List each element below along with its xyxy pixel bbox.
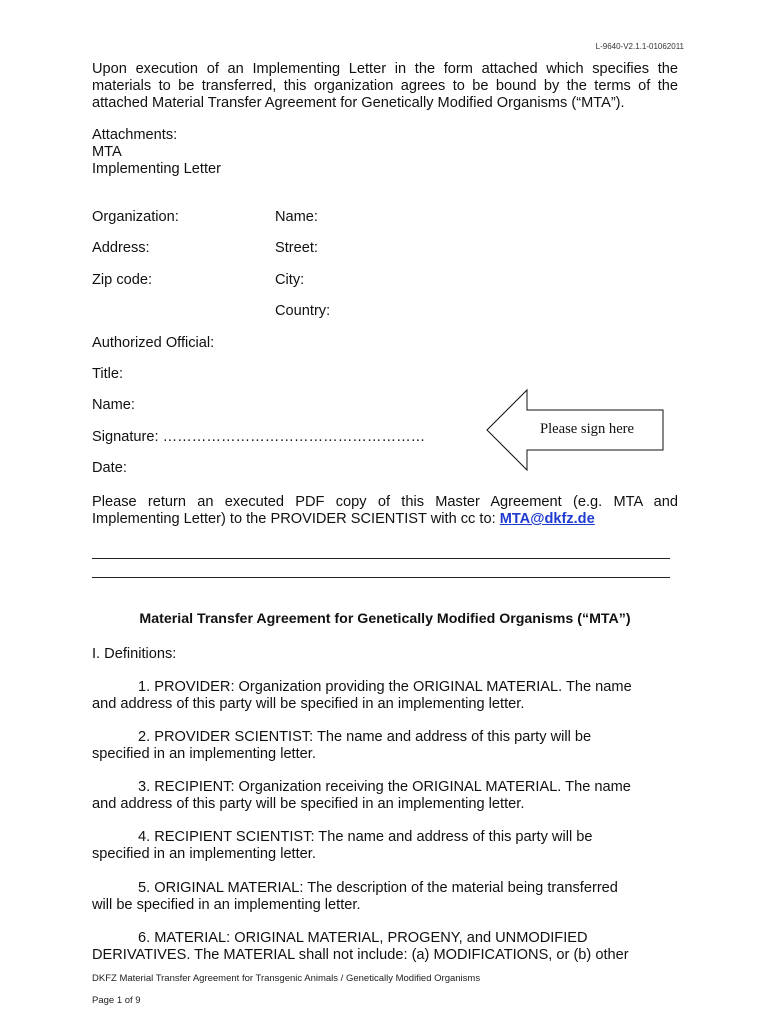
intro-paragraph: Upon execution of an Implementing Letter in the form attached which specifies the materials to be transferred, this organization agrees to be bound by the terms of the attached Material Transfer Agreement for Genetically Modified Organisms (“MTA”). xyxy=(92,61,678,111)
authorized-official-label: Authorized Official: xyxy=(92,335,215,351)
attachment-item-mta: MTA xyxy=(92,144,122,160)
attachments-heading: Attachments: xyxy=(92,127,178,143)
country-label: Country: xyxy=(275,303,331,319)
address-label: Address: xyxy=(92,240,150,256)
definition-item-lead: 5. ORIGINAL MATERIAL: The description of the material being transferred xyxy=(138,880,618,896)
return-instructions-text: Please return an executed PDF copy of this Master Agreement (e.g. MTA and Implementing Letter) to the PROVIDER SCIENTIST with cc to: xyxy=(92,494,678,527)
definition-item-lead: 2. PROVIDER SCIENTIST: The name and address of this party will be xyxy=(138,729,592,745)
definitions-heading: I. Definitions: xyxy=(92,646,177,662)
definition-item-rest: specified in an implementing letter. xyxy=(92,846,316,862)
definition-item xyxy=(92,880,678,914)
divider-line xyxy=(92,577,670,578)
definition-item xyxy=(92,779,678,813)
sign-here-label: Please sign here xyxy=(540,421,635,437)
definition-item-lead: 3. RECIPIENT: Organization receiving the ORIGINAL MATERIAL. The name xyxy=(138,779,631,795)
mta-title: Material Transfer Agreement for Genetically Modified Organisms (“MTA”) xyxy=(139,611,631,627)
definition-item-lead: 4. RECIPIENT SCIENTIST: The name and address of this party will be xyxy=(138,829,593,845)
definition-item-lead: 1. PROVIDER: Organization providing the ORIGINAL MATERIAL. The name xyxy=(138,679,632,695)
street-label: Street: xyxy=(275,240,318,256)
zip-code-label: Zip code: xyxy=(92,272,153,288)
name-label: Name: xyxy=(275,209,318,225)
page-number: Page 1 of 9 xyxy=(92,995,141,1006)
organization-label: Organization: xyxy=(92,209,179,225)
definition-item xyxy=(92,679,678,713)
definition-item xyxy=(92,729,678,763)
definition-item-lead: 6. MATERIAL: ORIGINAL MATERIAL, PROGENY, and UNMODIFIED xyxy=(138,930,588,946)
definition-item-rest: DERIVATIVES. The MATERIAL shall not include: (a) MODIFICATIONS, or (b) other xyxy=(92,947,629,963)
definition-item-rest: specified in an implementing letter. xyxy=(92,746,316,762)
document-id: L-9640-V2.1.1-01062011 xyxy=(595,42,684,51)
definition-item-rest: and address of this party will be specified in an implementing letter. xyxy=(92,796,525,812)
definition-item-rest: and address of this party will be specified in an implementing letter. xyxy=(92,696,525,712)
title-label: Title: xyxy=(92,366,124,382)
date-label: Date: xyxy=(92,460,127,476)
email-link[interactable]: MTA@dkfz.de xyxy=(499,511,595,527)
definition-item xyxy=(92,829,678,863)
attachment-item-implementing-letter: Implementing Letter xyxy=(92,161,221,177)
definition-item-rest: will be specified in an implementing letter. xyxy=(92,897,361,913)
city-label: City: xyxy=(275,272,305,288)
divider-line xyxy=(92,558,670,559)
footer-title: DKFZ Material Transfer Agreement for Transgenic Animals / Genetically Modified Organisms xyxy=(92,973,481,984)
definition-item xyxy=(92,930,678,964)
official-name-label: Name: xyxy=(92,397,135,413)
signature-line[interactable]: Signature: ……………………………………………… xyxy=(92,429,426,445)
return-instructions xyxy=(92,494,678,528)
